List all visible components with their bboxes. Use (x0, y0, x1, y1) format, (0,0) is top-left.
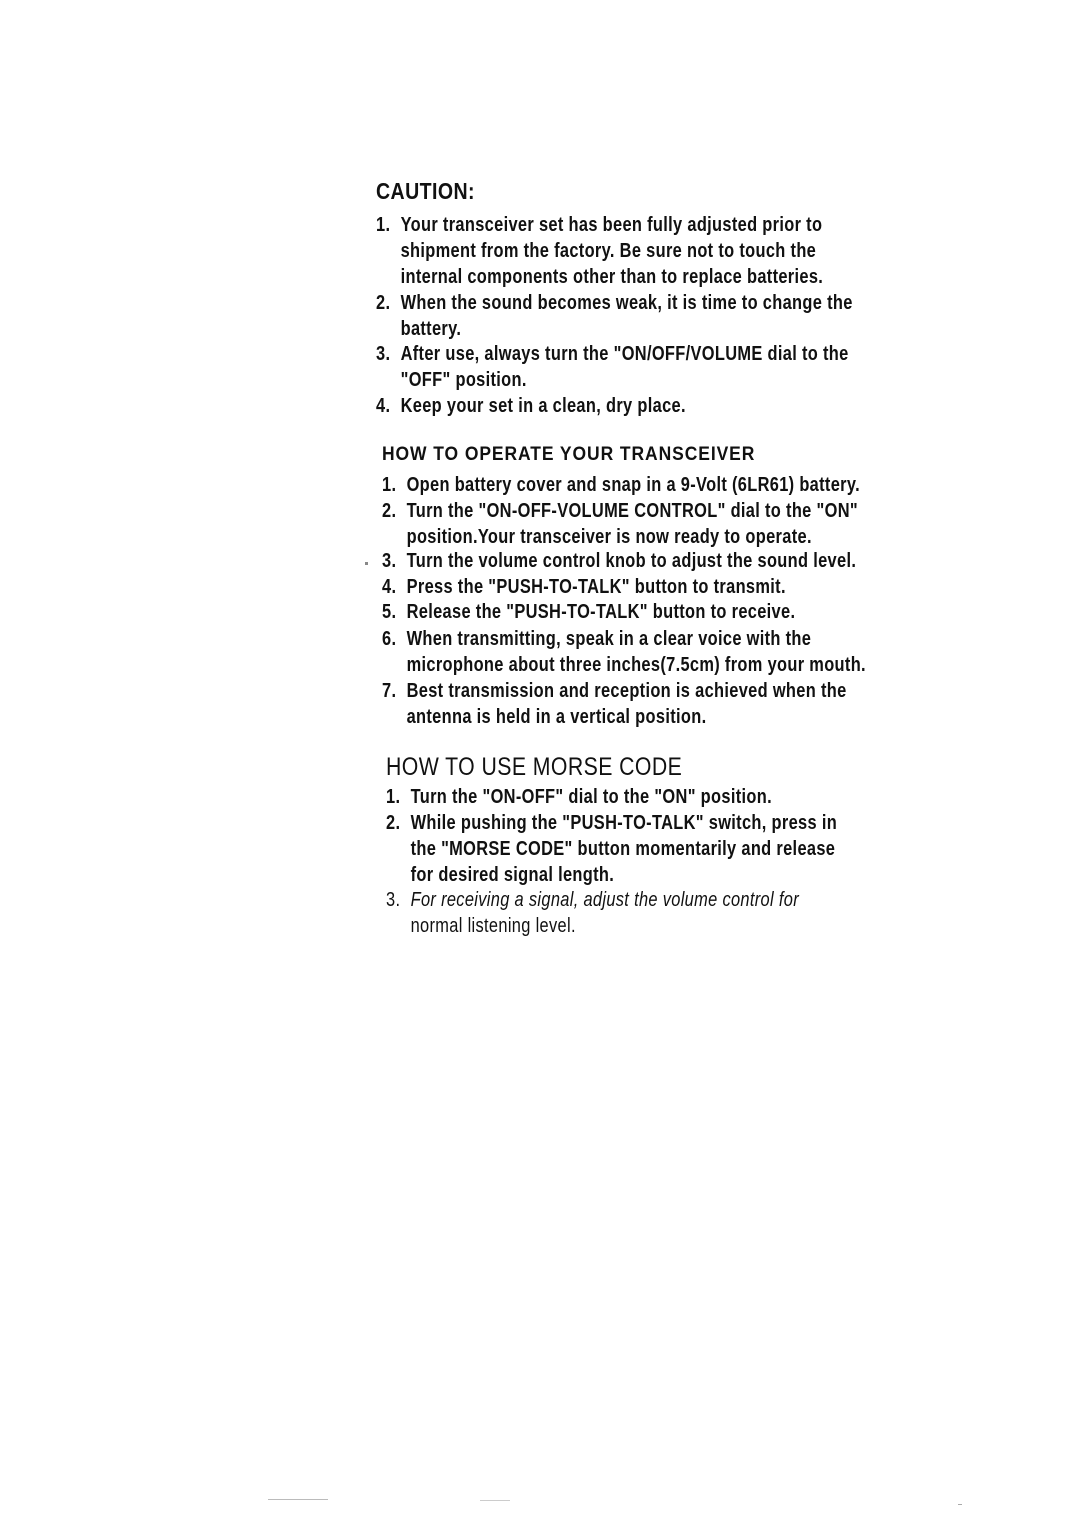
morse-heading: HOW TO USE MORSE CODE (386, 753, 683, 781)
item-text-line: Turn the "ON-OFF" dial to the "ON" position. (410, 786, 772, 808)
item-text-line: After use, always turn the "ON/OFF/VOLUME dial to the (400, 343, 849, 365)
operate-item-3 (382, 548, 856, 574)
caution-item-1 (376, 212, 823, 290)
item-text-line: While pushing the "PUSH-TO-TALK" switch, press in (410, 812, 838, 834)
operate-item-5 (382, 599, 795, 625)
item-number: 3. (382, 550, 397, 572)
item-text-line: Open battery cover and snap in a 9-Volt (6LR61) battery. (406, 474, 860, 496)
item-text-line: position.Your transceiver is now ready to operate. (406, 526, 812, 548)
scan-speck (365, 562, 368, 565)
item-number: 4. (376, 395, 391, 417)
operate-item-1 (382, 472, 860, 498)
scan-artifact-line (268, 1499, 328, 1500)
operate-item-4 (382, 574, 786, 600)
operate-item-7 (382, 678, 847, 730)
morse-item-1 (386, 784, 772, 810)
item-number: 6. (382, 628, 397, 650)
morse-item-2 (386, 810, 837, 888)
item-text-line: Keep your set in a clean, dry place. (400, 395, 686, 417)
item-text-line: the "MORSE CODE" button momentarily and release (410, 838, 836, 860)
item-text-line: shipment from the factory. Be sure not to touch the (400, 240, 817, 262)
caution-item-2 (376, 290, 853, 342)
item-text-line: battery. (400, 318, 462, 340)
item-text-line: When transmitting, speak in a clear voice with the (406, 628, 812, 650)
item-number: 3. (386, 889, 401, 911)
item-number: 1. (386, 786, 401, 808)
item-number: 5. (382, 601, 397, 623)
item-text-line: Turn the "ON-OFF-VOLUME CONTROL" dial to the "ON" (406, 500, 858, 522)
item-text-line: "OFF" position. (400, 369, 527, 391)
item-text-line: For receiving a signal, adjust the volume control for (410, 889, 799, 911)
caution-heading: CAUTION: (376, 178, 475, 204)
item-number: 2. (386, 812, 401, 834)
item-text-line: Press the "PUSH-TO-TALK" button to transmit. (406, 576, 786, 598)
caution-item-4 (376, 393, 686, 419)
item-number: 2. (376, 292, 391, 314)
morse-item-3 (386, 887, 799, 939)
operate-heading: HOW TO OPERATE YOUR TRANSCEIVER (382, 444, 756, 465)
caution-item-3 (376, 341, 849, 393)
item-text-line: antenna is held in a vertical position. (406, 706, 707, 728)
item-text-line: microphone about three inches(7.5cm) from your mouth. (406, 654, 866, 676)
item-number: 4. (382, 576, 397, 598)
item-number: 7. (382, 680, 397, 702)
scan-speck (958, 1504, 962, 1505)
item-number: 3. (376, 343, 391, 365)
scan-artifact-line (480, 1500, 510, 1501)
item-text-line: When the sound becomes weak, it is time to change the (400, 292, 853, 314)
item-number: 1. (382, 474, 397, 496)
item-text-line: for desired signal length. (410, 864, 615, 886)
item-text-line: internal components other than to replace batteries. (400, 266, 824, 288)
item-number: 1. (376, 214, 391, 236)
operate-item-2 (382, 498, 858, 550)
item-text-line: Best transmission and reception is achieved when the (406, 680, 847, 702)
item-text-line: Release the "PUSH-TO-TALK" button to receive. (406, 601, 796, 623)
item-text-line: Your transceiver set has been fully adjusted prior to (400, 214, 823, 236)
item-number: 2. (382, 500, 397, 522)
item-text-line: normal listening level. (410, 915, 576, 937)
operate-item-6 (382, 626, 866, 678)
item-text-line: Turn the volume control knob to adjust the sound level. (406, 550, 857, 572)
